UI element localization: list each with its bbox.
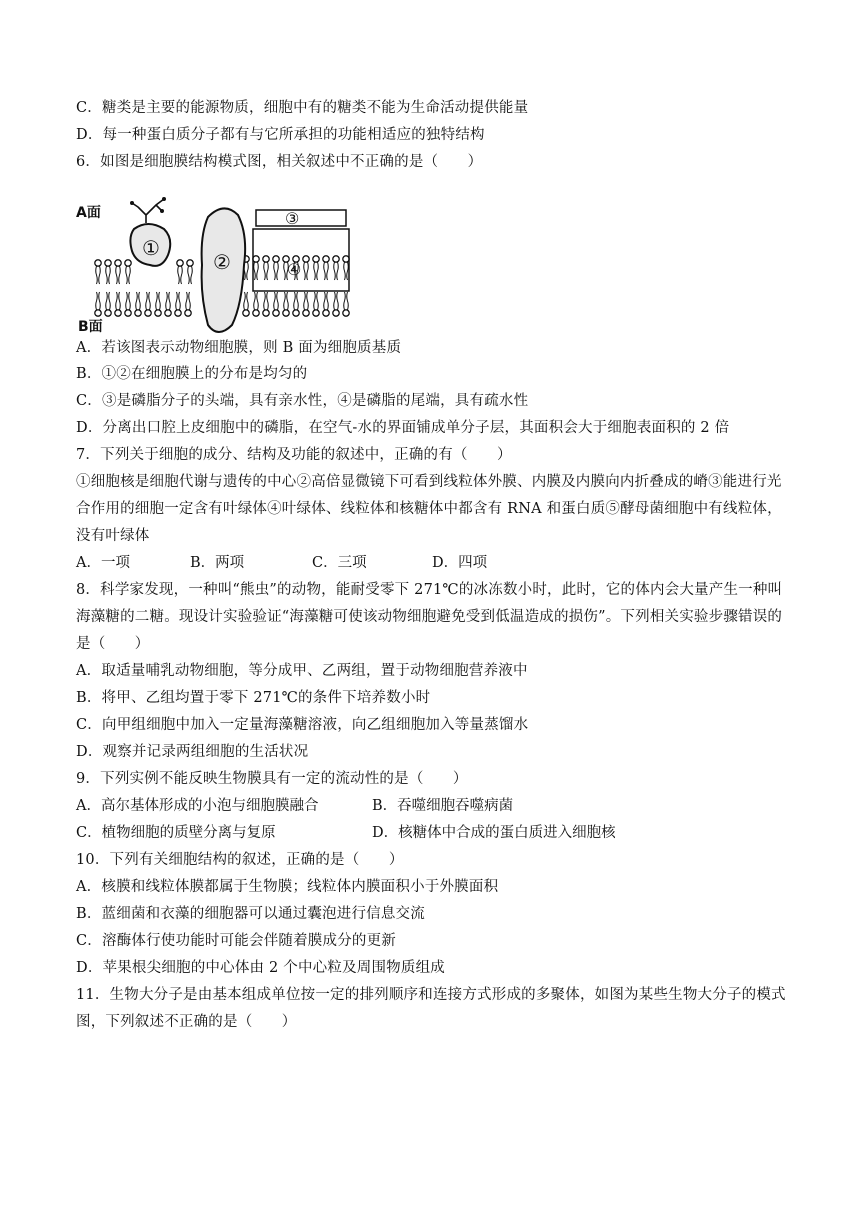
q7-option-a: A．一项 xyxy=(76,555,130,571)
label-n3: ③ xyxy=(285,209,300,228)
q9-option-d: D．核糖体中合成的蛋白质进入细胞核 xyxy=(372,825,616,841)
q5-option-c: C．糖类是主要的能源物质，细胞中有的糖类不能为生命活动提供能量 xyxy=(76,100,529,116)
q8-option-b: B．将甲、乙组均置于零下 271℃的条件下培养数小时 xyxy=(76,690,431,706)
label-n1: ① xyxy=(142,236,160,260)
q7-option-d: D．四项 xyxy=(432,555,488,571)
label-n4: ④ xyxy=(287,260,302,279)
q5-option-d: D．每一种蛋白质分子都有与它所承担的功能相适应的独特结构 xyxy=(76,127,485,143)
q10-option-d: D．苹果根尖细胞的中心体由 2 个中心粒及周围物质组成 xyxy=(76,960,445,976)
q8-option-d: D．观察并记录两组细胞的生活状况 xyxy=(76,744,309,760)
q10-stem: 10．下列有关细胞结构的叙述，正确的是（ ） xyxy=(76,852,404,868)
q7-body-line3: 没有叶绿体 xyxy=(76,528,150,544)
sugar-chain xyxy=(132,199,164,223)
q11-stem-line2: 图，下列叙述不正确的是（ ） xyxy=(76,1014,297,1030)
q11-stem-line1: 11．生物大分子是由基本组成单位按一定的排列顺序和连接方式形成的多聚体，如图为某些生物大分子的模式 xyxy=(76,987,786,1003)
q7-body-line1: ①细胞核是细胞代谢与遗传的中心②高倍显微镜下可看到线粒体外膜、内膜及内膜向内折叠成的嵴③能进行光 xyxy=(76,474,782,490)
cell-membrane-diagram xyxy=(76,185,356,335)
q9-option-b: B．吞噬细胞吞噬病菌 xyxy=(372,798,514,814)
q8-option-a: A．取适量哺乳动物细胞，等分成甲、乙两组，置于动物细胞营养液中 xyxy=(76,663,528,679)
q6-option-a: A．若该图表示动物细胞膜，则 B 面为细胞质基质 xyxy=(76,340,402,356)
q6-stem: 6．如图是细胞膜结构模式图，相关叙述中不正确的是（ ） xyxy=(76,154,483,170)
q7-body-line2: 合作用的细胞一定含有叶绿体④叶绿体、线粒体和核糖体中都含有 RNA 和蛋白质⑤酵母菌细胞中有线粒体， xyxy=(76,501,782,517)
q8-stem-line3: 是（ ） xyxy=(76,636,150,652)
q9-option-c: C．植物细胞的质壁分离与复原 xyxy=(76,825,276,841)
head-box xyxy=(256,210,346,226)
q9-stem: 9．下列实例不能反映生物膜具有一定的流动性的是（ ） xyxy=(76,771,468,787)
label-a-side: A面 xyxy=(76,205,101,221)
q10-option-c: C．溶酶体行使功能时可能会伴随着膜成分的更新 xyxy=(76,933,396,949)
q6-option-c: C．③是磷脂分子的头端，具有亲水性，④是磷脂的尾端，具有疏水性 xyxy=(76,393,529,409)
q10-option-b: B．蓝细菌和衣藻的细胞器可以通过囊泡进行信息交流 xyxy=(76,906,425,922)
q7-stem: 7．下列关于细胞的成分、结构及功能的叙述中，正确的有（ ） xyxy=(76,447,512,463)
q8-stem-line1: 8．科学家发现，一种叫“熊虫”的动物，能耐受零下 271℃的冰冻数小时，此时，它的体内会大量产生一种叫 xyxy=(76,582,783,598)
q6-option-b: B．①②在细胞膜上的分布是均匀的 xyxy=(76,366,308,382)
q7-option-b: B．两项 xyxy=(190,555,245,571)
q6-option-d: D．分离出口腔上皮细胞中的磷脂，在空气-水的界面铺成单分子层，其面积会大于细胞表面积的 2 倍 xyxy=(76,420,730,436)
label-n2: ② xyxy=(213,250,231,274)
q7-option-c: C．三项 xyxy=(312,555,367,571)
q8-option-c: C．向甲组细胞中加入一定量海藻糖溶液，向乙组细胞加入等量蒸馏水 xyxy=(76,717,529,733)
q9-option-a: A．高尔基体形成的小泡与细胞膜融合 xyxy=(76,798,319,814)
q8-stem-line2: 海藻糖的二糖。现设计实验验证“海藻糖可使该动物细胞避免受到低温造成的损伤”。下列相关实验步骤错误的 xyxy=(76,609,783,625)
q10-option-a: A．核膜和线粒体膜都属于生物膜；线粒体内膜面积小于外膜面积 xyxy=(76,879,499,895)
label-b-side: B面 xyxy=(78,319,103,335)
